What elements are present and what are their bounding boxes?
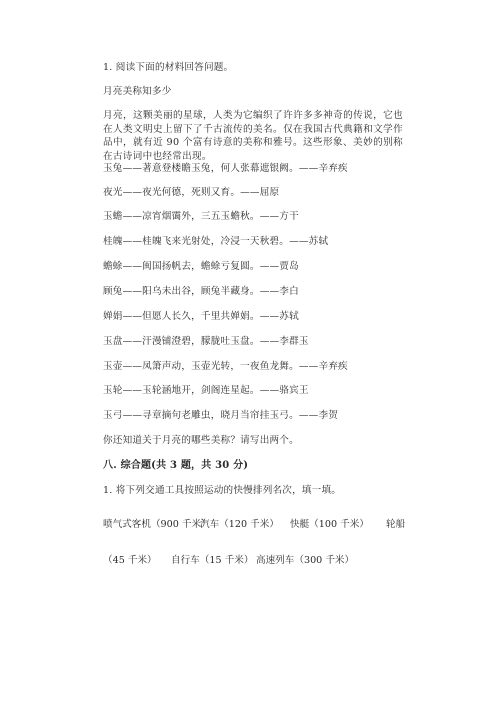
moon-name-item: 婵娟——但愿人长久，千里共婵娟。——苏轼 [103,311,299,322]
vehicle-option: 轮船 [386,519,406,530]
section-8-question-1: 1. 将下列交通工具按照运动的快慢排列名次，填一填。 [103,485,342,496]
moon-name-item: 蟾蜍——闽国扬帆去，蟾蜍亏复圆。——贾岛 [103,261,299,272]
vehicle-option: 自行车（15 千米） [171,555,254,566]
passage-intro: 月亮，这颗美丽的星球，人类为它编织了许许多多神奇的传说，它也在人类文明史上留下了千古流传的美名。仅在我国古代典籍和文学作品中，就有近 90 个富有诗意的美称和雅号。这些形象、美妙的别称在古诗词中也经常出现。 [103,110,403,162]
moon-name-item: 玉兔——著意登楼瞻玉兔，何人张幕遮银阙。——辛弃疾 [103,163,348,174]
moon-name-item: 夜光——夜光何德，死则又育。——屈原 [103,187,280,198]
vehicle-option: （45 千米） [103,555,157,566]
section-8-heading: 八. 综合题(共 3 题，共 30 分) [103,460,249,471]
passage-title: 月亮美称知多少 [103,86,172,97]
moon-name-item: 顾兔——阳乌未出谷，顾兔半藏身。——李白 [103,286,299,297]
vehicle-option: 喷气式客机（900 千米） [103,519,211,530]
moon-name-item: 玉弓——寻章摘句老雕虫，晓月当帘挂玉弓。——李贺 [103,410,339,421]
vehicle-option: 汽车（120 千米） [200,519,279,530]
moon-name-item: 玉蟾——凉宵烟霭外，三五玉蟾秋。——方干 [103,211,299,222]
vehicle-option: 快艇（100 千米） [290,519,369,530]
moon-name-item: 玉盘——汗漫铺澄碧，朦胧吐玉盘。——李群玉 [103,336,309,347]
moon-name-item: 玉壶——凤箫声动，玉壶光转，一夜鱼龙舞。——辛弃疾 [103,361,348,372]
question-1-ask: 你还知道关于月亮的哪些美称？请写出两个。 [103,435,299,446]
vehicle-option: 高速列车（300 千米） [256,555,355,566]
question-1-prompt: 1. 阅读下面的材料回答问题。 [103,62,234,73]
moon-name-item: 玉轮——玉轮涵地开，剑阁连星起。——骆宾王 [103,385,309,396]
moon-name-item: 桂魄——桂魄飞来光射处，冷浸一天秋碧。——苏轼 [103,236,329,247]
